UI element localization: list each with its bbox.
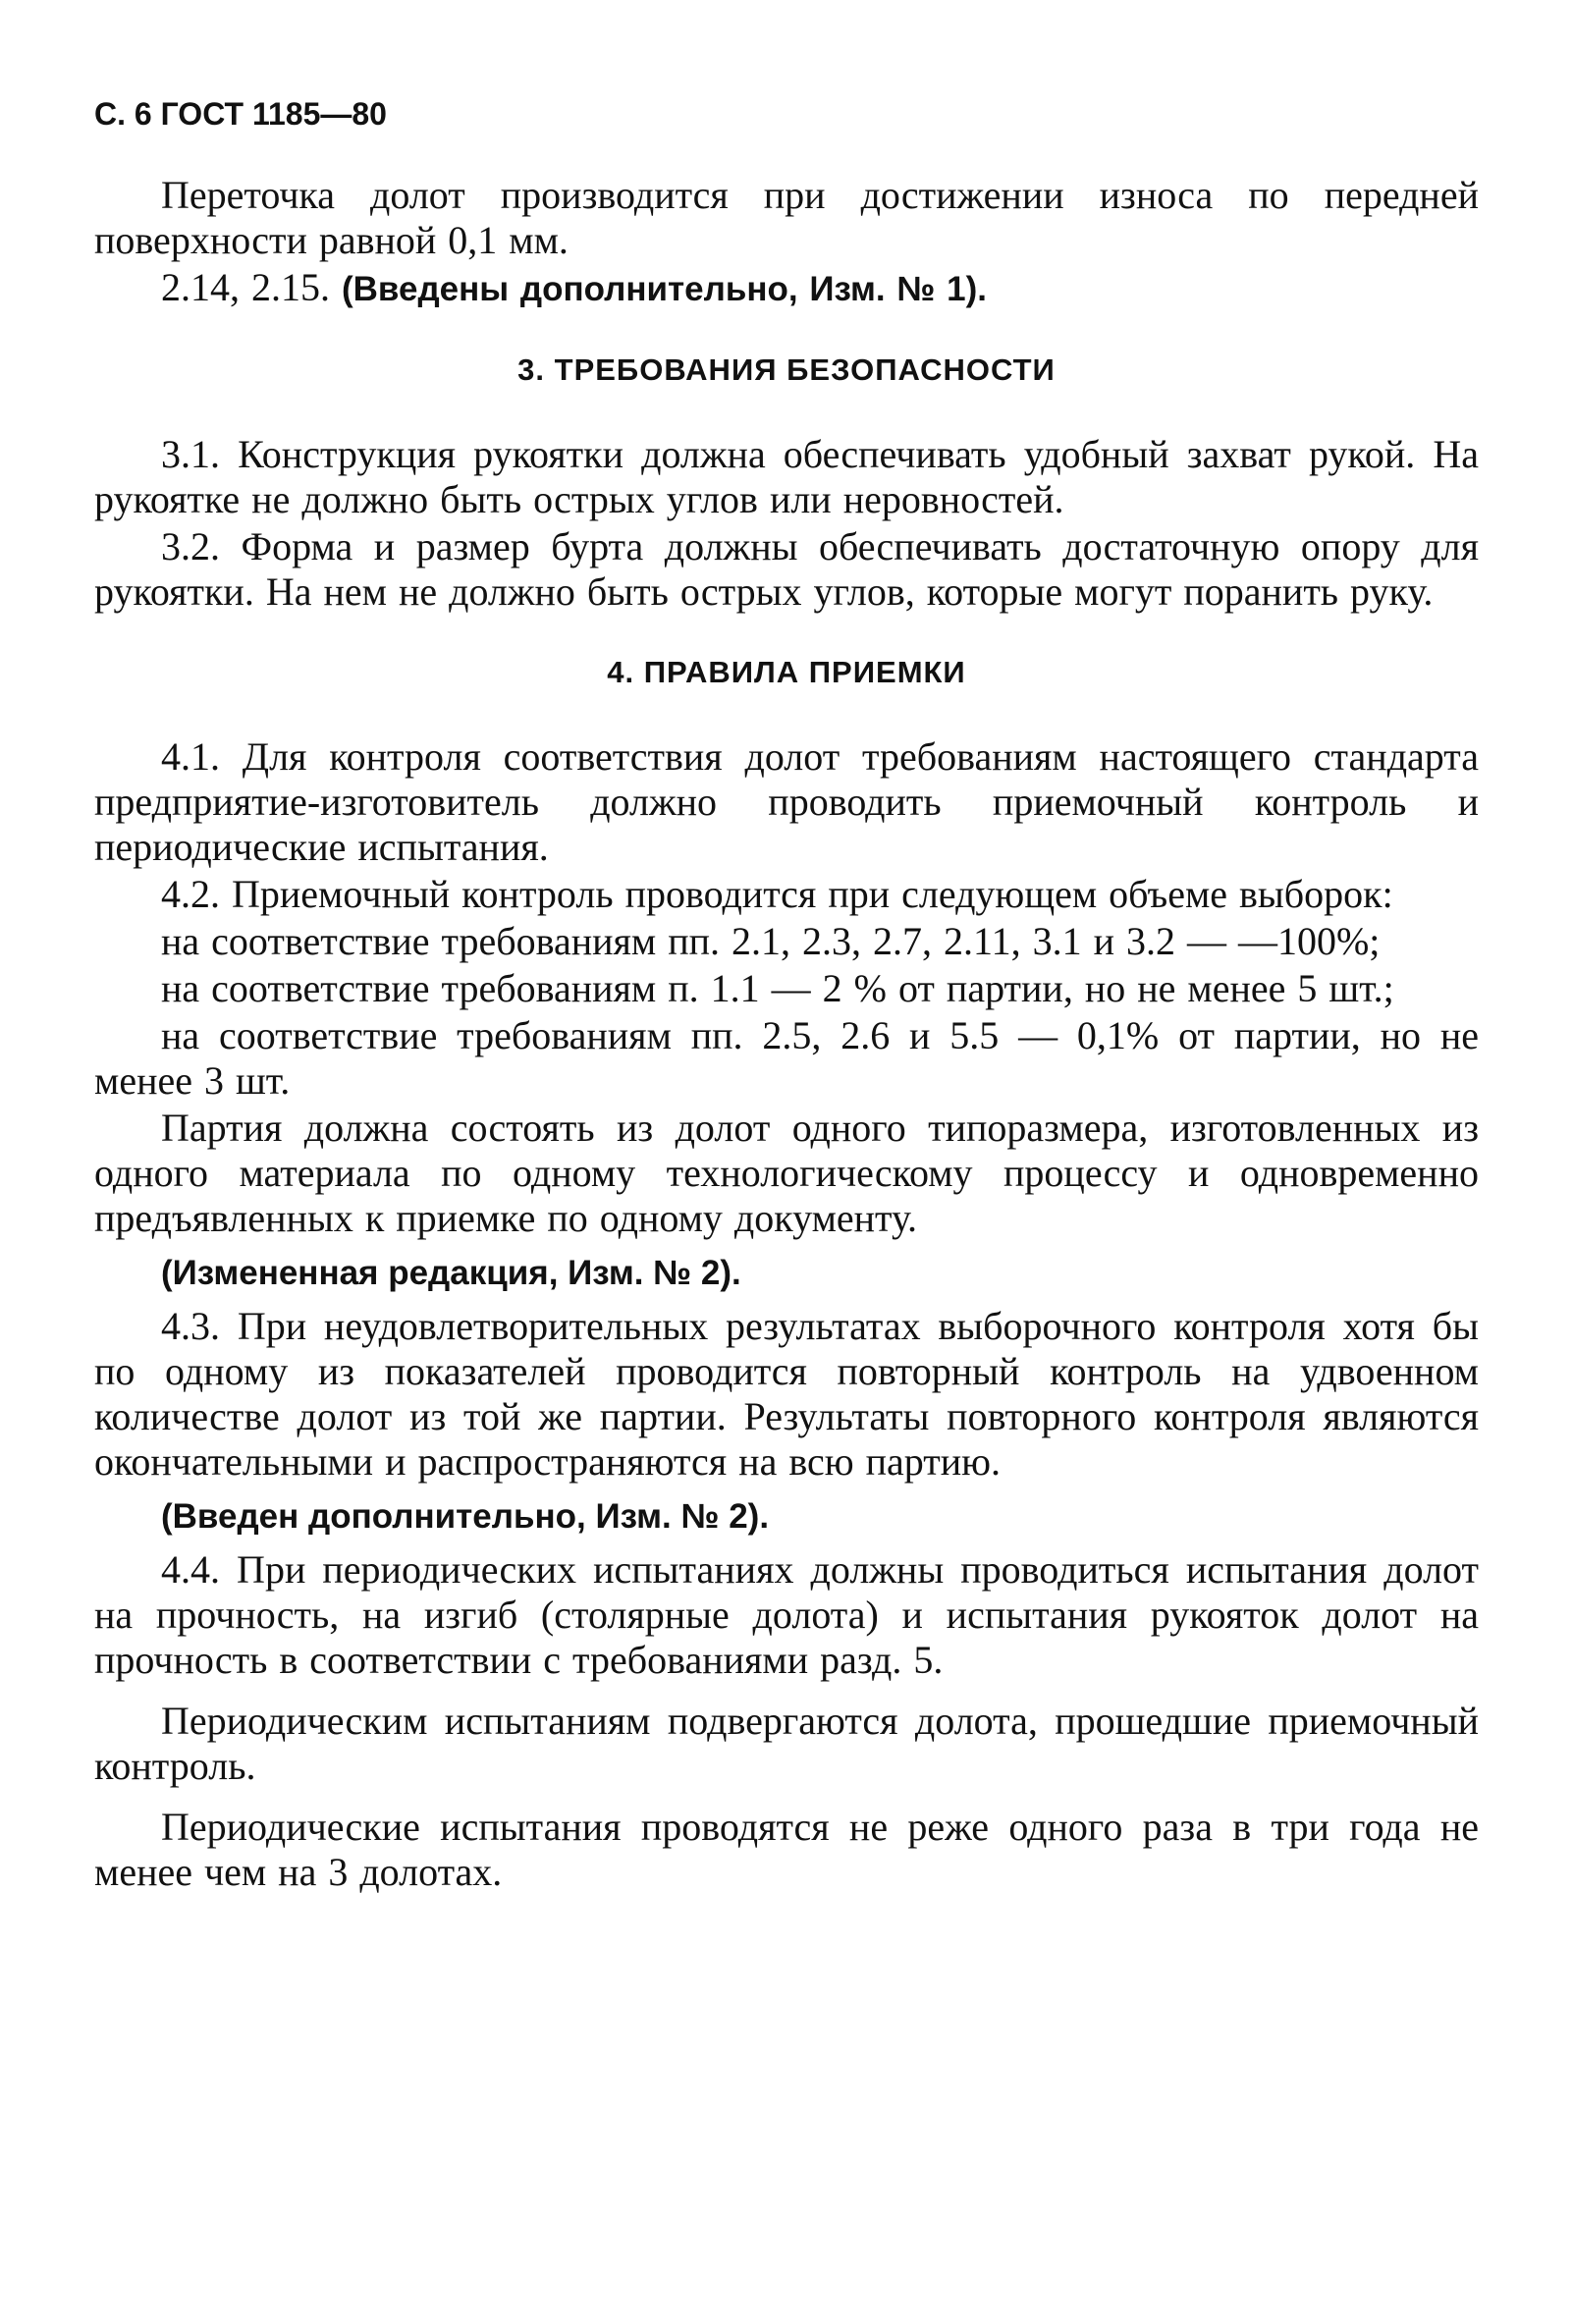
document-page: [94, 94, 1479, 1895]
section-title-safety: 3. ТРЕБОВАНИЯ БЕЗОПАСНОСТИ: [517, 352, 1056, 387]
paragraph-4-2: 4.2. Приемочный контроль проводится при следующем объеме выборок:: [161, 872, 1393, 916]
paragraph-amendment-1: [94, 265, 1479, 312]
paragraph-periodic-1: Периодическим испытаниям подвергаются долота, прошедшие приемочный контроль.: [94, 1699, 1479, 1788]
sample-item-1: на соответствие требованиям пп. 2.1, 2.3, 2.7, 2.11, 3.1 и 3.2 — —100%;: [161, 919, 1381, 963]
amendment-note-1: (Введены дополнительно, Изм. № 1).: [342, 270, 987, 308]
sample-item-2: на соответствие требованиям п. 1.1 — 2 % от партии, но не менее 5 шт.;: [161, 966, 1394, 1010]
paragraph-3-2: 3.2. Форма и размер бурта должны обеспечивать достаточную опору для рукоятки. На нем не должно быть острых углов, которые могут поранить руку.: [94, 524, 1479, 614]
paragraph-4-4: 4.4. При периодических испытаниях должны проводиться испытания долот на прочность, на изгиб (столярные долота) и испытания рукояток долот на прочность в соответствии с требованиями разд. 5.: [94, 1547, 1479, 1682]
amendment-clause-numbers: 2.14, 2.15.: [161, 265, 330, 309]
page-header: С. 6 ГОСТ 1185—80: [94, 96, 387, 132]
paragraph-periodic-2: Периодические испытания проводятся не реже одного раза в три года не менее чем на 3 долотах.: [94, 1805, 1479, 1894]
paragraph-4-1: 4.1. Для контроля соответствия долот требованиям настоящего стандарта предприятие-изготовитель должно проводить приемочный контроль и периодические испытания.: [94, 734, 1479, 869]
amendment-note-2a: (Измененная редакция, Изм. № 2).: [161, 1254, 741, 1292]
paragraph-batch: Партия должна состоять из долот одного типоразмера, изготовленных из одного материала по одному технологическому процессу и одновременно предъявленных к приемке по одному документу.: [94, 1106, 1479, 1240]
paragraph-regrinding: Переточка долот производится при достижении износа по передней поверхности равной 0,1 мм.: [94, 173, 1479, 262]
paragraph-4-3: 4.3. При неудовлетворительных результатах выборочного контроля хотя бы по одному из показателей проводится повторный контроль на удвоенном количестве долот из той же партии. Результаты повторного контроля являются окончательными и распространяются на всю партию.: [94, 1304, 1479, 1484]
amendment-note-2b: (Введен дополнительно, Изм. № 2).: [161, 1497, 770, 1536]
section-title-acceptance: 4. ПРАВИЛА ПРИЕМКИ: [607, 655, 966, 689]
sample-item-3: на соответствие требованиям пп. 2.5, 2.6 и 5.5 — 0,1% от партии, но не менее 3 шт.: [94, 1013, 1479, 1103]
paragraph-3-1: 3.1. Конструкция рукоятки должна обеспечивать удобный захват рукой. На рукоятке не должно быть острых углов или неровностей.: [94, 432, 1479, 521]
